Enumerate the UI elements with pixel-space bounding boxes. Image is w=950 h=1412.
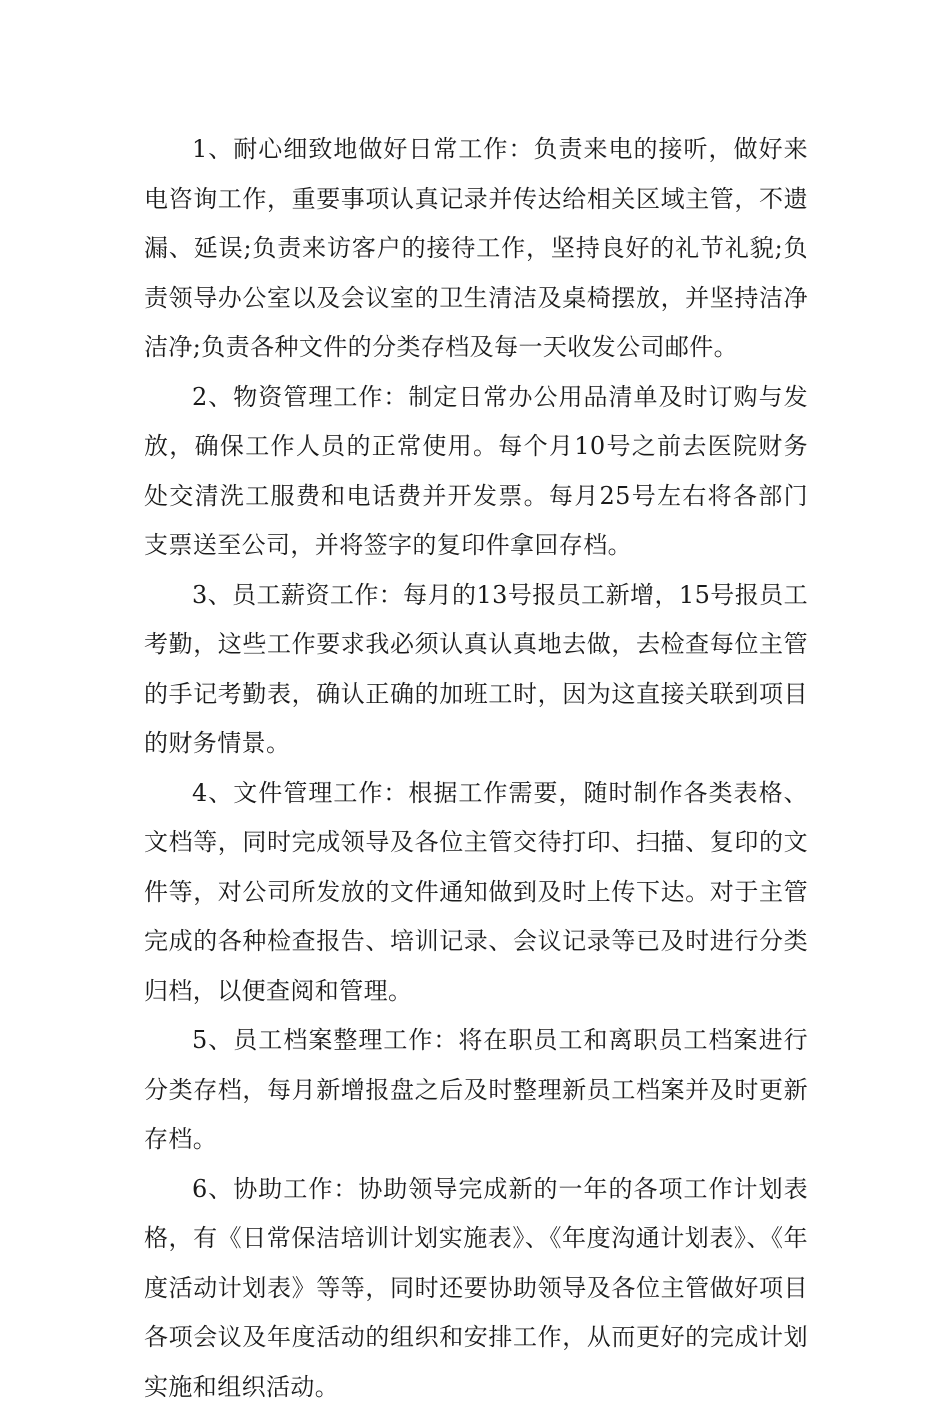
paragraph-daily-work: 1、耐心细致地做好日常工作：负责来电的接听，做好来电咨询工作，重要事项认真记录并传达给相关区域主管，不遗漏、延误;负责来访客户的接待工作，坚持良好的礼节礼貌;负责领导办公室以及会议室的卫生清洁及桌椅摆放，并坚持洁净洁净;负责各种文件的分类存档及每一天收发公司邮件。 xyxy=(144,125,808,373)
paragraph-employee-records: 5、员工档案整理工作：将在职员工和离职员工档案进行分类存档，每月新增报盘之后及时整理新员工档案并及时更新存档。 xyxy=(144,1016,808,1165)
paragraph-payroll-work: 3、员工薪资工作：每月的13号报员工新增，15号报员工考勤，这些工作要求我必须认真认真地去做，去检查每位主管的手记考勤表，确认正确的加班工时，因为这直接关联到项目的财务情景。 xyxy=(144,571,808,769)
document-body xyxy=(144,125,808,1412)
paragraph-supplies-management: 2、物资管理工作：制定日常办公用品清单及时订购与发放，确保工作人员的正常使用。每个月10号之前去医院财务处交清洗工服费和电话费并开发票。每月25号左右将各部门支票送至公司，并将签字的复印件拿回存档。 xyxy=(144,373,808,571)
paragraph-assistance-work: 6、协助工作：协助领导完成新的一年的各项工作计划表格，有《日常保洁培训计划实施表》、《年度沟通计划表》、《年度活动计划表》等等，同时还要协助领导及各位主管做好项目各项会议及年度活动的组织和安排工作，从而更好的完成计划实施和组织活动。 xyxy=(144,1165,808,1412)
paragraph-file-management: 4、文件管理工作：根据工作需要，随时制作各类表格、文档等，同时完成领导及各位主管交待打印、扫描、复印的文件等，对公司所发放的文件通知做到及时上传下达。对于主管完成的各种检查报告、培训记录、会议记录等已及时进行分类归档，以便查阅和管理。 xyxy=(144,769,808,1017)
